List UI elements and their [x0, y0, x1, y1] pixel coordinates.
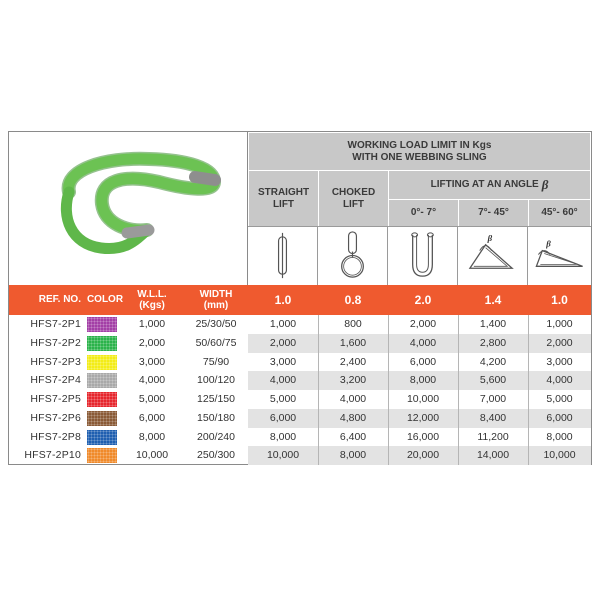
color-swatch	[87, 392, 117, 407]
sling-photo	[9, 132, 248, 285]
width-value: 125/150	[197, 393, 235, 405]
load-value: 7,000	[479, 393, 507, 405]
load-table	[8, 131, 592, 465]
width-value: 200/240	[197, 430, 235, 443]
angle-range-3: 45°- 60°	[528, 199, 591, 227]
load-value: 8,000	[546, 430, 573, 443]
factor-angle-7-45: 1.4	[484, 293, 502, 307]
load-value: 1,400	[479, 318, 507, 330]
wll-header-line1: W.L.L.	[137, 289, 167, 300]
color-swatch	[87, 430, 117, 445]
angle-lift-7-45-icon	[458, 226, 528, 285]
table-row	[9, 446, 591, 465]
straight-lift-label-2: LIFT	[272, 198, 295, 210]
load-value: 6,000	[409, 355, 437, 368]
webbing-sling-image	[9, 132, 248, 285]
width-value: 250/300	[197, 449, 235, 462]
ref-no: HFS7-2P3	[30, 355, 81, 368]
load-value: 4,000	[269, 374, 297, 387]
load-value: 4,000	[546, 374, 573, 387]
straight-lift-label-1: STRAIGHT	[257, 186, 310, 198]
ref-no: HFS7-2P1	[30, 318, 81, 330]
wll-header	[121, 289, 183, 311]
straight-lift-header	[248, 170, 319, 227]
angle-lift-header	[388, 170, 591, 200]
ref-no-header: REF. NO.	[38, 294, 81, 305]
load-value: 5,000	[269, 393, 297, 405]
load-value: 3,200	[339, 374, 367, 387]
table-row	[9, 334, 591, 353]
color-swatch	[87, 355, 117, 370]
color-header: COLOR	[86, 294, 124, 305]
width-value: 100/120	[197, 374, 235, 387]
ref-no: HFS7-2P5	[30, 393, 81, 405]
load-value: 5,000	[546, 393, 573, 405]
factor-choked: 0.8	[344, 293, 362, 307]
color-swatch	[87, 411, 117, 426]
load-value: 8,000	[339, 449, 367, 462]
wll-header-line2: (Kgs)	[139, 300, 165, 311]
load-value: 4,800	[339, 411, 367, 424]
load-value: 8,400	[479, 411, 507, 424]
angle-lift-label: LIFTING AT AN ANGLE	[430, 179, 539, 190]
color-swatch	[87, 373, 117, 388]
wll-value: 6,000	[138, 411, 166, 424]
svg-text:β: β	[546, 238, 551, 249]
width-header	[184, 289, 248, 311]
choked-lift-icon	[318, 226, 388, 285]
wll-value: 4,000	[138, 374, 166, 387]
load-value: 1,000	[269, 318, 297, 330]
choked-lift-label-2: LIFT	[342, 198, 365, 210]
wll-title-line2: WITH ONE WEBBING SLING	[352, 152, 487, 163]
ref-no: HFS7-2P8	[30, 430, 81, 443]
load-value: 6,400	[339, 430, 367, 443]
load-value: 4,000	[339, 393, 367, 405]
wll-value: 10,000	[135, 449, 169, 462]
load-value: 2,400	[339, 355, 367, 368]
wll-value: 5,000	[138, 393, 166, 405]
load-value: 11,200	[477, 430, 509, 443]
table-row	[9, 428, 591, 447]
load-value: 8,000	[269, 430, 297, 443]
width-value: 75/90	[202, 355, 230, 368]
load-value: 16,000	[406, 430, 440, 443]
load-value: 12,000	[406, 411, 440, 424]
angle-range-1: 0°- 7°	[388, 199, 459, 227]
load-value: 10,000	[266, 449, 300, 462]
color-swatch	[87, 317, 117, 332]
factor-straight: 1.0	[274, 293, 292, 307]
ref-no: HFS7-2P10	[24, 449, 81, 462]
table-body	[9, 315, 591, 465]
load-value: 6,000	[269, 411, 297, 424]
load-value: 4,200	[479, 355, 507, 368]
table-row	[9, 371, 591, 390]
table-row	[9, 315, 591, 334]
load-value: 3,000	[546, 355, 573, 368]
load-value: 5,600	[479, 374, 507, 387]
load-value: 2,800	[479, 336, 507, 349]
load-value: 8,000	[409, 374, 437, 387]
angle-lift-45-60-icon	[528, 226, 591, 285]
factor-angle-0-7: 2.0	[414, 293, 432, 307]
wll-title-line1: WORKING LOAD LIMIT IN Kgs	[347, 140, 492, 151]
wll-value: 2,000	[138, 336, 166, 349]
load-value: 3,000	[269, 355, 297, 368]
ref-no: HFS7-2P4	[30, 374, 81, 387]
load-value: 1,600	[339, 336, 367, 349]
width-header-line1: WIDTH	[199, 289, 233, 300]
width-value: 25/30/50	[195, 318, 237, 330]
load-value: 4,000	[409, 336, 437, 349]
load-value: 2,000	[409, 318, 437, 330]
basket-lift-icon	[388, 226, 458, 285]
wll-value: 3,000	[138, 355, 166, 368]
beta-symbol: β	[541, 177, 549, 192]
table-row	[9, 390, 591, 409]
load-value: 10,000	[543, 449, 576, 462]
width-value: 50/60/75	[195, 336, 237, 349]
ref-no: HFS7-2P2	[30, 336, 81, 349]
load-value: 10,000	[406, 393, 440, 405]
straight-lift-icon	[248, 226, 318, 285]
color-swatch	[87, 336, 117, 351]
ref-no: HFS7-2P6	[30, 411, 81, 424]
wll-value: 1,000	[138, 318, 166, 330]
load-value: 14,000	[476, 449, 510, 462]
color-swatch	[87, 448, 117, 463]
width-header-line2: (mm)	[203, 300, 229, 311]
table-row	[9, 409, 591, 428]
load-value: 800	[344, 318, 362, 330]
svg-text:β: β	[487, 232, 493, 243]
load-value: 2,000	[269, 336, 297, 349]
wll-value: 8,000	[138, 430, 166, 443]
wll-title	[248, 132, 591, 171]
table-row	[9, 353, 591, 372]
load-value: 6,000	[546, 411, 573, 424]
choked-lift-header	[318, 170, 389, 227]
factor-angle-45-60: 1.0	[551, 293, 568, 307]
width-value: 150/180	[197, 411, 235, 424]
choked-lift-label-1: CHOKED	[331, 186, 376, 198]
factor-row	[9, 285, 591, 315]
load-value: 1,000	[546, 318, 573, 330]
load-value: 2,000	[546, 336, 573, 349]
angle-range-2: 7°- 45°	[458, 199, 529, 227]
load-value: 20,000	[406, 449, 440, 462]
